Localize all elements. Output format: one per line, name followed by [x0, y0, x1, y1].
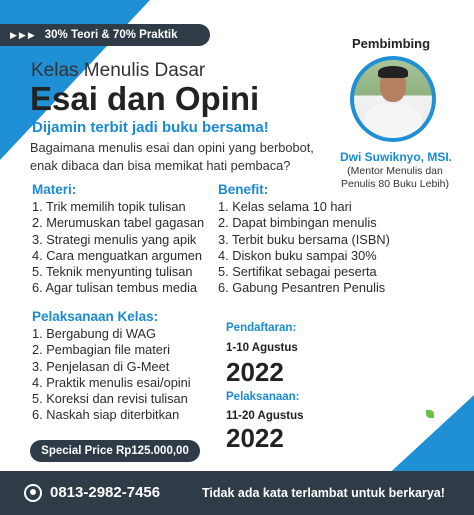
- mentor-role: (Mentor Menulis dan Penulis 80 Buku Lebih): [341, 165, 449, 190]
- pendaftaran-dates: 1-10 Agustus: [226, 342, 298, 354]
- intro-text: Bagaimana menulis esai dan opini yang berbobot, enak dibaca dan bisa memikat hati pembaca?: [30, 140, 314, 173]
- theory-practice-badge: [0, 24, 210, 46]
- pelaksanaan-kelas-title: Pelaksanaan Kelas:: [32, 309, 159, 324]
- list-item: 6. Gabung Pesantren Penulis: [218, 280, 386, 296]
- list-item: 2. Pembagian file materi: [32, 342, 170, 358]
- list-item: 4. Cara menguatkan argumen: [32, 247, 203, 263]
- list-item: 4. Diskon buku sampai 30%: [218, 247, 377, 263]
- list-item: 3. Strategi menulis yang apik: [32, 231, 197, 247]
- subtitle: Dijamin terbit jadi buku bersama!: [32, 119, 269, 136]
- list-item: 5. Teknik menyunting tulisan: [32, 264, 193, 280]
- list-item: 2. Merumuskan tabel gagasan: [32, 215, 205, 231]
- footer-tagline: Tidak ada kata terlambat untuk berkarya!: [202, 486, 445, 500]
- theory-practice-text: 30% Teori & 70% Praktik: [44, 29, 178, 41]
- mentor-name: Dwi Suwiknyo, MSI.: [339, 150, 452, 164]
- trenlis-logo: trenlis: [354, 418, 421, 443]
- price-badge: Special Price Rp125.000,00: [30, 440, 200, 462]
- list-item: 1. Trik memilih topik tulisan: [32, 199, 186, 214]
- list-item: 4. Praktik menulis esai/opini: [32, 374, 191, 390]
- benefit-list: [218, 199, 390, 297]
- list-item: 3. Terbit buku bersama (ISBN): [218, 231, 390, 247]
- list-item: 5. Koreksi dan revisi tulisan: [32, 391, 188, 407]
- pelaksanaan-kelas-list: [32, 326, 191, 424]
- list-item: 3. Penjelasan di G-Meet: [32, 358, 170, 374]
- footer-bar: [0, 471, 474, 515]
- class-label: Kelas Menulis Dasar: [31, 60, 206, 81]
- list-item: 6. Agar tulisan tembus media: [32, 280, 198, 296]
- materi-title: Materi:: [32, 182, 77, 197]
- page-title: Esai dan Opini: [30, 80, 260, 117]
- mentor-heading: Pembimbing: [352, 36, 431, 51]
- list-item: 1. Kelas selama 10 hari: [218, 199, 352, 214]
- pelaksanaan-dates: 11-20 Agustus: [226, 410, 304, 422]
- list-item: 6. Naskah siap diterbitkan: [32, 407, 180, 423]
- phone-number[interactable]: 0813-2982-7456: [50, 484, 161, 501]
- leaf-icon: [426, 410, 434, 418]
- list-item: 1. Bergabung di WAG: [32, 326, 157, 341]
- list-item: 5. Sertifikat sebagai peserta: [218, 264, 377, 280]
- benefit-title: Benefit:: [218, 182, 269, 197]
- pelaksanaan-year: 2022: [226, 423, 284, 453]
- pelaksanaan-label: Pelaksanaan:: [226, 391, 300, 403]
- list-item: 2. Dapat bimbingan menulis: [218, 215, 377, 231]
- mentor-photo: [350, 56, 436, 142]
- arrow-icon: ▶▶▶: [10, 29, 37, 40]
- whatsapp-icon: [24, 484, 42, 502]
- materi-list: [32, 199, 204, 297]
- pendaftaran-label: Pendaftaran:: [226, 322, 297, 334]
- pendaftaran-year: 2022: [226, 357, 284, 387]
